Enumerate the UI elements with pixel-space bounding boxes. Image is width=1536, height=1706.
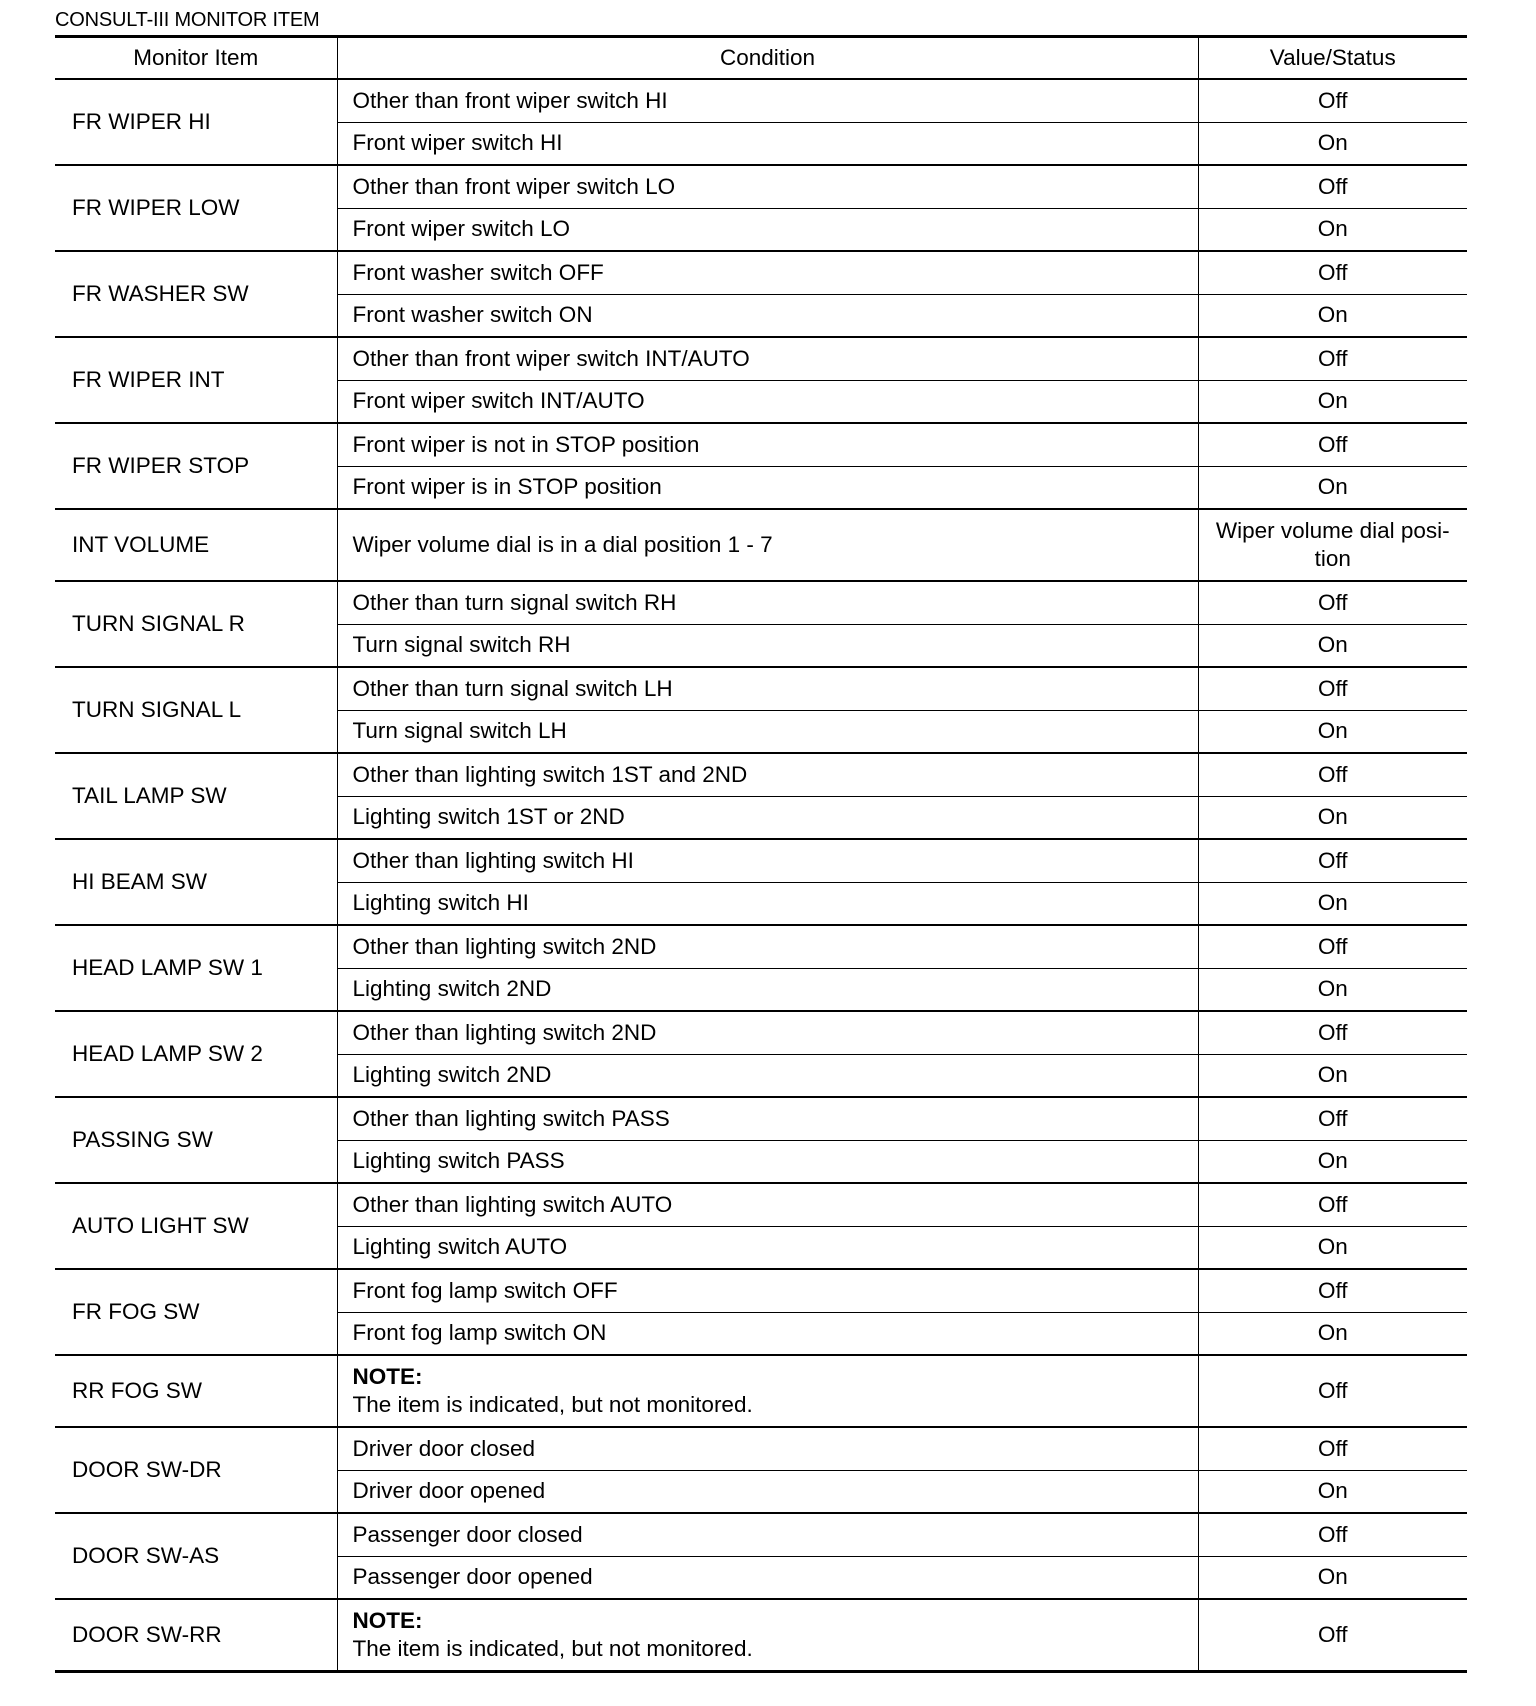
value-status-cell: Off: [1198, 251, 1467, 294]
condition-cell: Passenger door opened: [337, 1556, 1198, 1599]
condition-cell: Lighting switch 2ND: [337, 968, 1198, 1011]
value-status-cell: On: [1198, 1226, 1467, 1269]
condition-cell: Lighting switch PASS: [337, 1140, 1198, 1183]
monitor-item-cell: DOOR SW-DR: [55, 1427, 337, 1513]
value-status-cell: On: [1198, 796, 1467, 839]
monitor-item-cell: PASSING SW: [55, 1097, 337, 1183]
monitor-item-cell: HEAD LAMP SW 1: [55, 925, 337, 1011]
monitor-item-cell: HI BEAM SW: [55, 839, 337, 925]
table-row: [55, 1011, 1467, 1054]
value-status-cell: On: [1198, 882, 1467, 925]
condition-cell: Front wiper switch LO: [337, 208, 1198, 251]
table-row: [55, 1599, 1467, 1671]
monitor-item-cell: DOOR SW-AS: [55, 1513, 337, 1599]
table-row: [55, 79, 1467, 122]
value-status-cell: On: [1198, 208, 1467, 251]
note-label: NOTE:: [352, 1364, 423, 1389]
value-status-cell: Off: [1198, 1011, 1467, 1054]
value-status-cell: On: [1198, 122, 1467, 165]
monitor-item-cell: FR WIPER LOW: [55, 165, 337, 251]
condition-cell: Other than lighting switch HI: [337, 839, 1198, 882]
table-row: [55, 925, 1467, 968]
table-row: [55, 1183, 1467, 1226]
monitor-item-table: [55, 35, 1467, 1673]
value-status-cell: On: [1198, 380, 1467, 423]
header-condition: Condition: [337, 37, 1198, 80]
condition-cell: Passenger door closed: [337, 1513, 1198, 1556]
condition-cell: Lighting switch 1ST or 2ND: [337, 796, 1198, 839]
condition-cell: Front wiper is not in STOP position: [337, 423, 1198, 466]
condition-cell: [337, 1355, 1198, 1427]
monitor-item-cell: TURN SIGNAL L: [55, 667, 337, 753]
condition-cell: Turn signal switch RH: [337, 624, 1198, 667]
value-status-cell: On: [1198, 294, 1467, 337]
condition-cell: [337, 1599, 1198, 1671]
table-body: [55, 79, 1467, 1671]
value-status-cell: On: [1198, 968, 1467, 1011]
condition-cell: Lighting switch 2ND: [337, 1054, 1198, 1097]
table-row: [55, 337, 1467, 380]
table-row: [55, 423, 1467, 466]
value-status-cell: Off: [1198, 1427, 1467, 1470]
value-status-cell: On: [1198, 1556, 1467, 1599]
monitor-item-cell: FR WASHER SW: [55, 251, 337, 337]
condition-cell: Turn signal switch LH: [337, 710, 1198, 753]
table-row: [55, 1513, 1467, 1556]
condition-cell: Other than lighting switch 2ND: [337, 925, 1198, 968]
value-status-cell: Off: [1198, 1599, 1467, 1671]
condition-cell: Front washer switch OFF: [337, 251, 1198, 294]
value-status-cell: On: [1198, 466, 1467, 509]
value-status-cell: Off: [1198, 337, 1467, 380]
value-status-cell: On: [1198, 1054, 1467, 1097]
table-row: [55, 1269, 1467, 1312]
condition-cell: Front wiper switch INT/AUTO: [337, 380, 1198, 423]
condition-cell: Front wiper switch HI: [337, 122, 1198, 165]
note-text: The item is indicated, but not monitored.: [352, 1392, 753, 1417]
value-status-cell: Off: [1198, 925, 1467, 968]
monitor-item-cell: HEAD LAMP SW 2: [55, 1011, 337, 1097]
value-status-cell: On: [1198, 624, 1467, 667]
condition-cell: Front fog lamp switch ON: [337, 1312, 1198, 1355]
condition-cell: Other than front wiper switch INT/AUTO: [337, 337, 1198, 380]
monitor-item-cell: FR WIPER STOP: [55, 423, 337, 509]
table-row: [55, 1355, 1467, 1427]
monitor-item-cell: DOOR SW-RR: [55, 1599, 337, 1671]
condition-cell: Front fog lamp switch OFF: [337, 1269, 1198, 1312]
condition-cell: Other than lighting switch 1ST and 2ND: [337, 753, 1198, 796]
value-status-cell: Off: [1198, 839, 1467, 882]
condition-cell: Other than lighting switch AUTO: [337, 1183, 1198, 1226]
table-row: [55, 1097, 1467, 1140]
table-row: [55, 165, 1467, 208]
table-row: [55, 509, 1467, 581]
value-status-cell: Off: [1198, 1355, 1467, 1427]
condition-cell: Other than lighting switch 2ND: [337, 1011, 1198, 1054]
table-row: [55, 581, 1467, 624]
value-status-cell: Off: [1198, 1183, 1467, 1226]
header-row: [55, 37, 1467, 80]
document-title: CONSULT-III MONITOR ITEM: [55, 9, 320, 31]
value-status-cell: Off: [1198, 79, 1467, 122]
condition-cell: Other than front wiper switch LO: [337, 165, 1198, 208]
value-status-cell: On: [1198, 710, 1467, 753]
condition-cell: Lighting switch AUTO: [337, 1226, 1198, 1269]
monitor-item-cell: TAIL LAMP SW: [55, 753, 337, 839]
table-row: [55, 753, 1467, 796]
monitor-item-cell: TURN SIGNAL R: [55, 581, 337, 667]
monitor-item-cell: FR FOG SW: [55, 1269, 337, 1355]
value-status-cell: Off: [1198, 1269, 1467, 1312]
table-header: [55, 37, 1467, 80]
condition-cell: Front wiper is in STOP position: [337, 466, 1198, 509]
value-status-cell: Off: [1198, 1097, 1467, 1140]
table-row: [55, 667, 1467, 710]
value-status-cell: On: [1198, 1140, 1467, 1183]
monitor-item-cell: FR WIPER HI: [72, 109, 211, 134]
value-status-cell: On: [1198, 1312, 1467, 1355]
value-status-cell: Off: [1198, 423, 1467, 466]
header-value-status: Value/Status: [1198, 37, 1467, 80]
value-status-cell: Wiper volume dial posi- tion: [1198, 509, 1467, 581]
header-monitor-item: Monitor Item: [55, 37, 337, 80]
note-text: The item is indicated, but not monitored.: [352, 1635, 753, 1661]
condition-cell: Other than lighting switch PASS: [337, 1097, 1198, 1140]
monitor-item-cell: INT VOLUME: [55, 509, 337, 581]
condition-cell: Wiper volume dial is in a dial position 1 - 7: [337, 509, 1198, 581]
monitor-item-cell: RR FOG SW: [55, 1355, 337, 1427]
value-status-cell: Off: [1198, 753, 1467, 796]
value-status-cell: Off: [1198, 667, 1467, 710]
value-status-cell: Off: [1198, 165, 1467, 208]
condition-cell: Other than turn signal switch RH: [337, 581, 1198, 624]
condition-cell: Other than turn signal switch LH: [337, 667, 1198, 710]
value-status-cell: Off: [1198, 1513, 1467, 1556]
condition-cell: Front washer switch ON: [337, 294, 1198, 337]
condition-cell: Other than front wiper switch HI: [337, 79, 1198, 122]
condition-cell: Driver door opened: [337, 1470, 1198, 1513]
condition-cell: Lighting switch HI: [337, 882, 1198, 925]
monitor-item-cell: AUTO LIGHT SW: [55, 1183, 337, 1269]
table-row: [55, 1427, 1467, 1470]
note-label: NOTE:: [352, 1607, 423, 1633]
monitor-item-cell: FR WIPER INT: [55, 337, 337, 423]
value-status-cell: On: [1198, 1470, 1467, 1513]
condition-cell: Driver door closed: [337, 1427, 1198, 1470]
table-row: [55, 251, 1467, 294]
value-status-cell: Off: [1198, 581, 1467, 624]
table-row: [55, 839, 1467, 882]
